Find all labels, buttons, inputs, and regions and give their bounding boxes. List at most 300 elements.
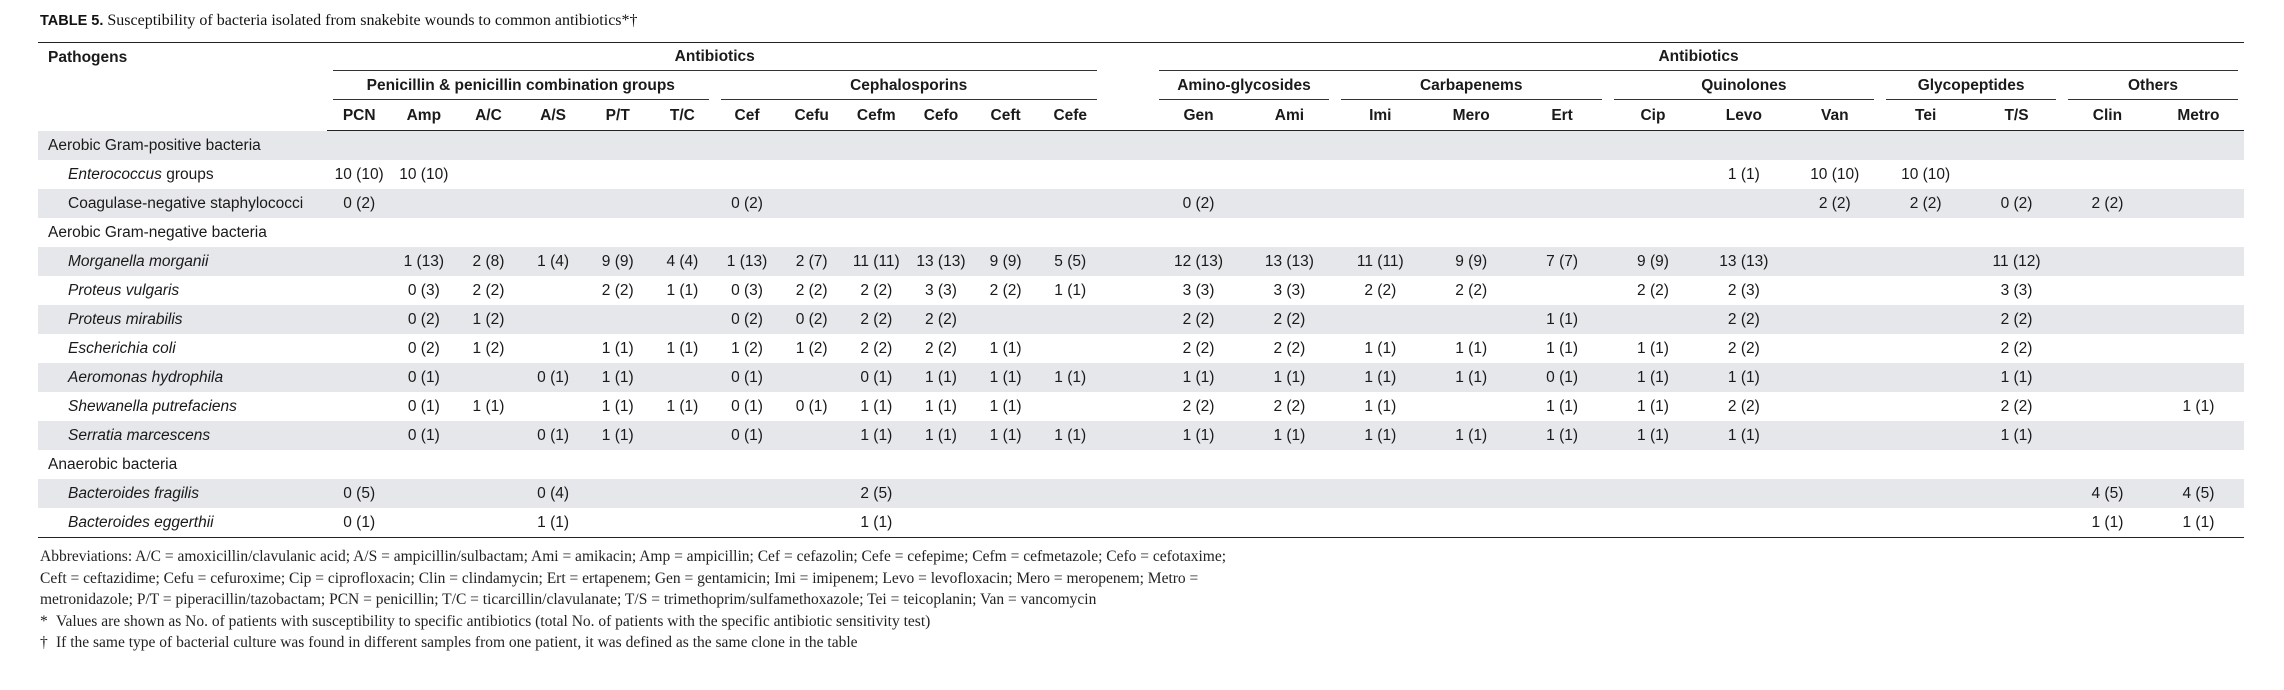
table-cell: 3 (3) <box>1182 282 1215 299</box>
table-cell <box>1789 305 1880 334</box>
table-cell <box>650 421 715 450</box>
table-cell <box>585 305 650 334</box>
table-cell <box>1426 160 1517 189</box>
table-cell: 0 (1) <box>715 421 780 450</box>
table-cell <box>1038 508 1103 538</box>
table-cell: 0 (2) <box>779 305 844 334</box>
table-row <box>38 421 2244 450</box>
table-cell: 1 (1) <box>909 363 974 392</box>
table-cell <box>1038 160 1103 189</box>
table-cell: 0 (3) <box>407 282 440 299</box>
table-cell <box>392 189 457 218</box>
table-cell <box>1880 363 1971 392</box>
table-cell: 0 (1) <box>795 398 828 415</box>
table-cell <box>1335 160 1426 189</box>
group-aminoglycosides: Amino-glycosides <box>1153 72 1335 101</box>
table-cell <box>327 247 392 276</box>
table-cell <box>1608 189 1699 218</box>
table-cell: 11 (12) <box>1971 247 2062 276</box>
table-cell: 2 (2) <box>1273 398 1306 415</box>
table-cell: 1 (1) <box>1698 363 1789 392</box>
table-cell <box>1153 508 1244 538</box>
section-row <box>38 131 2244 161</box>
table-cell: 1 (1) <box>666 340 699 357</box>
table-cell: 2 (2) <box>601 282 634 299</box>
table-cell <box>327 305 392 334</box>
table-cell: 0 (1) <box>392 421 457 450</box>
table-cell: 1 (1) <box>1054 282 1087 299</box>
table-cell: 0 (2) <box>715 189 780 218</box>
table-cell: 7 (7) <box>1517 247 1608 276</box>
table-cell: 2 (2) <box>860 340 893 357</box>
table-cell <box>909 479 974 508</box>
group-glycopeptides: Glycopeptides <box>1880 72 2062 101</box>
table-cell <box>779 508 844 538</box>
section-label: Anaerobic bacteria <box>48 456 178 473</box>
table-cell <box>2062 421 2153 450</box>
table-cell: 2 (2) <box>989 282 1022 299</box>
table-cell <box>2062 392 2153 421</box>
table-cell: 0 (1) <box>521 363 586 392</box>
table-cell <box>2062 160 2153 189</box>
abbr-header-imi: Imi <box>1335 101 1426 131</box>
group-penicillin: Penicillin & penicillin combination groups <box>327 72 715 101</box>
table-cell <box>327 334 392 363</box>
table-cell: 3 (3) <box>1273 282 1306 299</box>
table-cell: 0 (2) <box>392 305 457 334</box>
table-row <box>38 189 2244 218</box>
table-cell: 1 (1) <box>844 421 909 450</box>
table-cell: 1 (1) <box>973 363 1038 392</box>
table-cell <box>1335 305 1426 334</box>
table-cell <box>909 160 974 189</box>
table-row <box>38 276 2244 305</box>
abbr-header-amp: Amp <box>392 101 457 131</box>
table-cell: 2 (2) <box>1364 282 1397 299</box>
pathogen-name: Coagulase-negative staphylococci <box>38 189 327 218</box>
table-cell: 1 (1) <box>1608 421 1699 450</box>
abbr-header-van: Van <box>1789 101 1880 131</box>
table-cell <box>1880 508 1971 538</box>
table-cell: 0 (1) <box>1517 363 1608 392</box>
table-cell <box>2062 276 2153 305</box>
table-cell <box>650 160 715 189</box>
table-cell <box>327 392 392 421</box>
table-cell: 2 (2) <box>1153 305 1244 334</box>
table-cell: 1 (1) <box>1971 421 2062 450</box>
table-cell <box>1335 189 1426 218</box>
table-cell: 1 (1) <box>2182 398 2215 415</box>
abbr-header-clin: Clin <box>2062 101 2153 131</box>
table-cell <box>2153 305 2244 334</box>
table-title: Susceptibility of bacteria isolated from snakebite wounds to common antibiotics*† <box>107 12 638 29</box>
table-cell: 0 (2) <box>1971 189 2062 218</box>
table-cell: 4 (4) <box>650 247 715 276</box>
table-cell: 1 (2) <box>456 305 521 334</box>
table-row <box>38 160 2244 189</box>
table-cell: 1 (1) <box>1364 398 1397 415</box>
table-cell: 9 (9) <box>1426 247 1517 276</box>
abbr-header-ac: A/C <box>456 101 521 131</box>
table-cell: 1 (1) <box>666 398 699 415</box>
table-cell <box>521 160 586 189</box>
table-cell <box>1038 189 1103 218</box>
table-cell <box>1789 479 1880 508</box>
table-cell: 1 (1) <box>989 398 1022 415</box>
table-cell <box>715 160 780 189</box>
table-cell <box>392 479 457 508</box>
table-cell: 2 (2) <box>1880 189 1971 218</box>
table-cell <box>585 189 650 218</box>
table-row <box>38 247 2244 276</box>
table-cell <box>585 508 650 538</box>
section-row <box>38 450 2244 479</box>
table-cell <box>521 392 586 421</box>
pathogen-name: Bacteroides fragilis <box>38 479 327 508</box>
table-cell <box>1335 479 1426 508</box>
table-cell: 4 (5) <box>2062 479 2153 508</box>
table-cell: 2 (2) <box>1182 340 1215 357</box>
table-cell: 1 (1) <box>860 514 893 531</box>
table-cell <box>1971 508 2062 538</box>
table-cell: 2 (2) <box>1971 305 2062 334</box>
table-cell: 2 (2) <box>1637 282 1669 299</box>
table-row <box>38 334 2244 363</box>
table-cell <box>1038 334 1103 363</box>
table-cell: 1 (1) <box>1608 363 1699 392</box>
table-cell: 1 (1) <box>1335 421 1426 450</box>
table-cell <box>456 479 521 508</box>
table-cell <box>521 276 586 305</box>
table-caption <box>40 12 638 30</box>
susceptibility-table <box>38 42 2244 538</box>
table-cell: 1 (1) <box>1727 166 1760 183</box>
table-cell: 1 (13) <box>392 247 457 276</box>
table-cell: 0 (1) <box>715 363 780 392</box>
group-others: Others <box>2062 72 2244 101</box>
table-cell <box>909 508 974 538</box>
table-cell <box>1789 421 1880 450</box>
table-cell: 2 (2) <box>1698 305 1789 334</box>
table-cell: 10 (10) <box>1901 166 1951 183</box>
table-cell: 2 (2) <box>2062 189 2153 218</box>
table-body <box>38 131 2244 538</box>
header-row-1 <box>38 43 2244 73</box>
table-cell <box>1789 392 1880 421</box>
table-cell: 2 (2) <box>909 305 974 334</box>
table-cell <box>650 305 715 334</box>
table-cell: 0 (5) <box>327 479 392 508</box>
table-cell <box>1517 189 1608 218</box>
abbr-header-gen: Gen <box>1153 101 1244 131</box>
table-cell <box>1244 189 1335 218</box>
table-cell: 1 (1) <box>585 363 650 392</box>
table-cell <box>779 421 844 450</box>
group-cephalosporins: Cephalosporins <box>715 72 1103 101</box>
pathogens-header: Pathogens <box>48 49 128 66</box>
table-cell: 1 (1) <box>1517 305 1608 334</box>
table-cell: 0 (2) <box>1153 189 1244 218</box>
table-cell: 2 (2) <box>925 340 957 357</box>
table-cell <box>1153 160 1244 189</box>
table-cell: 11 (11) <box>844 247 909 276</box>
table-cell: 2 (2) <box>1244 305 1335 334</box>
table-cell: 1 (13) <box>715 247 780 276</box>
table-cell: 10 (10) <box>1810 166 1860 183</box>
table-cell <box>585 479 650 508</box>
table-cell: 1 (2) <box>472 340 505 357</box>
table-cell <box>585 160 650 189</box>
table-cell: 1 (4) <box>521 247 586 276</box>
abbr-header-pcn: PCN <box>327 101 392 131</box>
table-cell: 1 (1) <box>1637 398 1669 415</box>
table-cell <box>1880 334 1971 363</box>
table-cell <box>1789 247 1880 276</box>
table-cell <box>779 479 844 508</box>
group-quinolones: Quinolones <box>1608 72 1881 101</box>
table-cell <box>1880 276 1971 305</box>
table-cell: 2 (2) <box>1273 340 1306 357</box>
table-cell <box>973 189 1038 218</box>
table-cell: 1 (1) <box>2091 514 2124 531</box>
table-cell <box>1517 160 1608 189</box>
table-cell: 1 (1) <box>1637 340 1669 357</box>
table-cell <box>2153 421 2244 450</box>
table-cell <box>456 508 521 538</box>
abbr-header-cip: Cip <box>1608 101 1699 131</box>
table-label: TABLE 5. <box>40 13 104 29</box>
abbr-header-pt: P/T <box>585 101 650 131</box>
antibiotics-header-left: Antibiotics <box>327 43 1103 73</box>
table-cell: 9 (9) <box>1608 247 1699 276</box>
table-cell: 12 (13) <box>1153 247 1244 276</box>
table-cell: 1 (1) <box>1244 421 1335 450</box>
table-cell: 1 (1) <box>989 340 1022 357</box>
table-cell <box>327 421 392 450</box>
table-cell: 1 (1) <box>1244 363 1335 392</box>
table-cell: 2 (2) <box>472 282 505 299</box>
table-cell <box>521 334 586 363</box>
table-cell <box>1426 189 1517 218</box>
table-cell <box>1698 479 1789 508</box>
header-row-groups <box>38 72 2244 101</box>
table-row <box>38 363 2244 392</box>
table-cell: 1 (1) <box>2182 514 2215 531</box>
table-cell <box>1698 508 1789 538</box>
table-cell <box>2062 247 2153 276</box>
table-cell: 0 (2) <box>715 305 780 334</box>
table-row <box>38 508 2244 538</box>
abbr-header-cefe: Cefe <box>1038 101 1103 131</box>
table-cell: 2 (2) <box>1727 340 1760 357</box>
table-cell: 13 (13) <box>909 247 974 276</box>
table-cell: 13 (13) <box>1698 247 1789 276</box>
table-cell <box>1880 421 1971 450</box>
table-cell <box>779 363 844 392</box>
table-cell: 2 (2) <box>1789 189 1880 218</box>
table-cell <box>1038 479 1103 508</box>
table-cell <box>1608 160 1699 189</box>
section-label: Aerobic Gram-positive bacteria <box>38 131 327 161</box>
table-cell <box>327 363 392 392</box>
table-cell: 1 (1) <box>1335 363 1426 392</box>
table-cell <box>1608 479 1699 508</box>
table-cell: 2 (2) <box>2000 340 2033 357</box>
table-cell: 5 (5) <box>1038 247 1103 276</box>
table-cell: 4 (5) <box>2153 479 2244 508</box>
table-cell: 1 (1) <box>1971 363 2062 392</box>
pathogen-name: Morganella morganii <box>38 247 327 276</box>
pathogen-name: Bacteroides eggerthii <box>68 514 214 531</box>
table-cell <box>1244 160 1335 189</box>
table-cell <box>456 160 521 189</box>
table-cell: 1 (1) <box>1038 363 1103 392</box>
table-cell: 1 (1) <box>666 282 699 299</box>
table-cell: 3 (3) <box>925 282 957 299</box>
table-cell <box>2153 276 2244 305</box>
table-cell <box>2062 363 2153 392</box>
table-cell <box>392 508 457 538</box>
table-cell <box>650 479 715 508</box>
table-cell <box>1880 392 1971 421</box>
table-cell: 2 (2) <box>795 282 828 299</box>
abbr-header-levo: Levo <box>1698 101 1789 131</box>
table-cell <box>1335 508 1426 538</box>
table-cell: 0 (1) <box>392 363 457 392</box>
table-cell <box>1517 508 1608 538</box>
table-cell: 11 (11) <box>1335 247 1426 276</box>
section-row <box>38 218 2244 247</box>
table-cell <box>456 421 521 450</box>
table-cell <box>1880 247 1971 276</box>
table-cell: 2 (8) <box>456 247 521 276</box>
table-cell <box>1880 305 1971 334</box>
table-cell <box>2153 247 2244 276</box>
pathogen-name: Proteus vulgaris <box>68 282 180 299</box>
table-cell <box>650 189 715 218</box>
table-cell <box>2062 334 2153 363</box>
table-cell: 10 (10) <box>399 166 449 183</box>
table-cell: 3 (3) <box>2000 282 2033 299</box>
table-cell: 13 (13) <box>1244 247 1335 276</box>
table-cell <box>1789 508 1880 538</box>
table-cell <box>779 160 844 189</box>
abbr-header-cefo: Cefo <box>909 101 974 131</box>
antibiotics-header-right: Antibiotics <box>1153 43 2244 73</box>
table-cell: 0 (1) <box>407 398 440 415</box>
table-row <box>38 479 2244 508</box>
section-label: Aerobic Gram-negative bacteria <box>48 224 267 241</box>
table-cell: 9 (9) <box>973 247 1038 276</box>
table-cell <box>2062 305 2153 334</box>
table-cell <box>715 508 780 538</box>
table-cell: 2 (7) <box>779 247 844 276</box>
abbr-header-cefu: Cefu <box>779 101 844 131</box>
table-cell <box>456 363 521 392</box>
table-cell: 0 (1) <box>844 363 909 392</box>
table-cell: 2 (3) <box>1727 282 1760 299</box>
table-row <box>38 305 2244 334</box>
table-cell <box>2153 334 2244 363</box>
table-cell: 2 (2) <box>2000 398 2033 415</box>
table-cell <box>1517 479 1608 508</box>
abbr-header-cefm: Cefm <box>844 101 909 131</box>
table-cell <box>1038 392 1103 421</box>
table-cell: 1 (1) <box>1364 340 1397 357</box>
abbr-header-ts: T/S <box>1971 101 2062 131</box>
abbr-header-ert: Ert <box>1517 101 1608 131</box>
table-cell <box>456 189 521 218</box>
table-cell <box>1971 160 2062 189</box>
table-cell <box>1244 479 1335 508</box>
table-cell: 1 (1) <box>1426 363 1517 392</box>
table-cell <box>1038 305 1103 334</box>
table-cell: 0 (1) <box>343 514 376 531</box>
table-cell <box>650 363 715 392</box>
table-cell <box>521 305 586 334</box>
table-cell: 2 (2) <box>1455 282 1488 299</box>
table-cell: 0 (1) <box>521 421 586 450</box>
footnote-dagger: † If the same type of bacterial culture was found in different samples from one patient, it was defined as the same clone in the table <box>40 634 858 651</box>
table-cell: 2 (2) <box>1727 398 1760 415</box>
table-cell <box>1426 392 1517 421</box>
abbr-header-mero: Mero <box>1426 101 1517 131</box>
table-cell: 1 (1) <box>1546 340 1579 357</box>
table-cell <box>1880 479 1971 508</box>
abbr-header-ami: Ami <box>1244 101 1335 131</box>
table-row <box>38 392 2244 421</box>
table-cell <box>1426 508 1517 538</box>
table-cell <box>909 189 974 218</box>
table-cell: 1 (2) <box>731 340 763 357</box>
table-cell <box>973 479 1038 508</box>
table-cell <box>1608 508 1699 538</box>
table-cell <box>1789 276 1880 305</box>
table-cell <box>1426 305 1517 334</box>
table-cell: 1 (1) <box>1153 363 1244 392</box>
table-cell <box>1789 334 1880 363</box>
table-cell: 0 (4) <box>521 479 586 508</box>
table-cell <box>521 189 586 218</box>
table-cell: 1 (1) <box>909 421 974 450</box>
table-cell <box>1971 479 2062 508</box>
table-cell: 1 (1) <box>1455 340 1488 357</box>
table-cell <box>2153 363 2244 392</box>
table-cell: 1 (1) <box>925 398 957 415</box>
table-cell: 1 (1) <box>537 514 570 531</box>
table-cell: 1 (1) <box>1517 421 1608 450</box>
table-cell: 1 (1) <box>973 421 1038 450</box>
table-cell: 1 (1) <box>472 398 505 415</box>
footnote-abbreviations: Abbreviations: A/C = amoxicillin/clavulanic acid; A/S = ampicillin/sulbactam; Ami = amikacin; Amp = ampicillin; Cef = cefazolin; Cefe = cefepime; Cefm = cefmetazole; Cefo = cefotaxime; Ceft = ceftazidime; Cefu = cefuroxime; Cip = ciprofloxacin; Clin = clindamycin; Ert = ertapenem; Gen = gentamicin; Imi = imipenem; Levo = levofloxacin; Mero = meropenem; Metro = metronidazole; P/T = piperacillin/tazobactam; PCN = penicillin; T/C = ticarcillin/clavulanate; T/S = trimethoprim/sulfamethoxazole; Tei = teicoplanin; Van = vancomycin <box>40 548 1227 608</box>
table-cell <box>844 189 909 218</box>
table-cell: 0 (2) <box>327 189 392 218</box>
abbr-header-as: A/S <box>521 101 586 131</box>
table-cell <box>973 305 1038 334</box>
table-cell <box>1244 508 1335 538</box>
table-cell: 2 (5) <box>844 479 909 508</box>
header-row-abbreviations <box>38 101 2244 131</box>
table-cell <box>779 189 844 218</box>
table-cell: 10 (10) <box>334 166 384 183</box>
pathogen-name: Enterococcus groups <box>68 166 214 183</box>
table-cell: 2 (2) <box>860 282 893 299</box>
table-cell: 2 (2) <box>844 305 909 334</box>
pathogen-name: Shewanella putrefaciens <box>68 398 237 415</box>
pathogen-name: Escherichia coli <box>68 340 176 357</box>
table-cell <box>973 160 1038 189</box>
abbr-header-metro: Metro <box>2153 101 2244 131</box>
